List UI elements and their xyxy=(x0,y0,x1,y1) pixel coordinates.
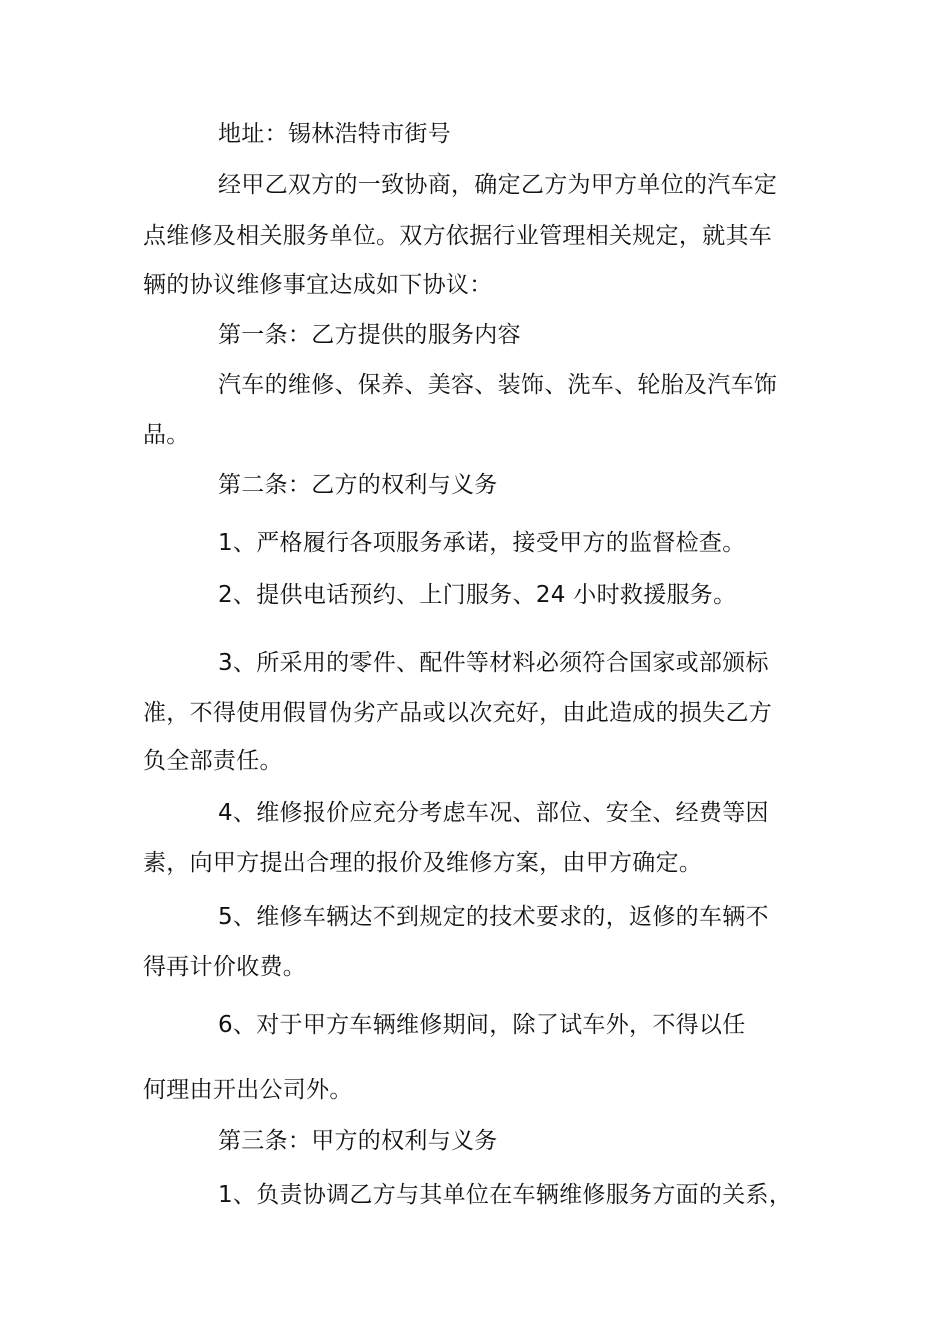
preamble-line-1: 经甲乙双方的一致协商，确定乙方为甲方单位的汽车定 xyxy=(218,172,778,198)
address-line: 地址：锡林浩特市街号 xyxy=(218,121,451,147)
article-3-heading: 第三条：甲方的权利与义务 xyxy=(218,1128,498,1154)
article-2-item-5-line-2: 得再计价收费。 xyxy=(143,954,307,980)
article-1-body-line-1: 汽车的维修、保养、美容、装饰、洗车、轮胎及汽车饰 xyxy=(218,372,778,398)
article-2-item-4-line-1: 4、维修报价应充分考虑车况、部位、安全、经费等因 xyxy=(218,800,769,826)
preamble-line-2: 点维修及相关服务单位。双方依据行业管理相关规定，就其车 xyxy=(143,223,773,249)
article-2-item-4-line-2: 素，向甲方提出合理的报价及维修方案，由甲方确定。 xyxy=(143,850,703,876)
article-1-body-line-2: 品。 xyxy=(143,422,190,448)
article-2-item-3-line-1: 3、所采用的零件、配件等材料必须符合国家或部颁标 xyxy=(218,650,769,676)
article-2-item-5-line-1: 5、维修车辆达不到规定的技术要求的，返修的车辆不 xyxy=(218,904,769,930)
article-2-item-6-line-1: 6、对于甲方车辆维修期间，除了试车外，不得以任 xyxy=(218,1012,746,1038)
article-2-item-1: 1、严格履行各项服务承诺，接受甲方的监督检查。 xyxy=(218,530,746,556)
article-1-heading: 第一条：乙方提供的服务内容 xyxy=(218,322,521,348)
article-3-item-1: 1、负责协调乙方与其单位在车辆维修服务方面的关系， xyxy=(218,1182,793,1208)
article-2-item-6-line-2: 何理由开出公司外。 xyxy=(143,1077,353,1103)
article-2-item-3-line-3: 负全部责任。 xyxy=(143,748,283,774)
article-2-heading: 第二条：乙方的权利与义务 xyxy=(218,472,498,498)
article-2-item-2: 2、提供电话预约、上门服务、24 小时救援服务。 xyxy=(218,582,737,608)
article-2-item-3-line-2: 准，不得使用假冒伪劣产品或以次充好，由此造成的损失乙方 xyxy=(143,700,773,726)
preamble-line-3: 辆的协议维修事宜达成如下协议： xyxy=(143,272,493,298)
